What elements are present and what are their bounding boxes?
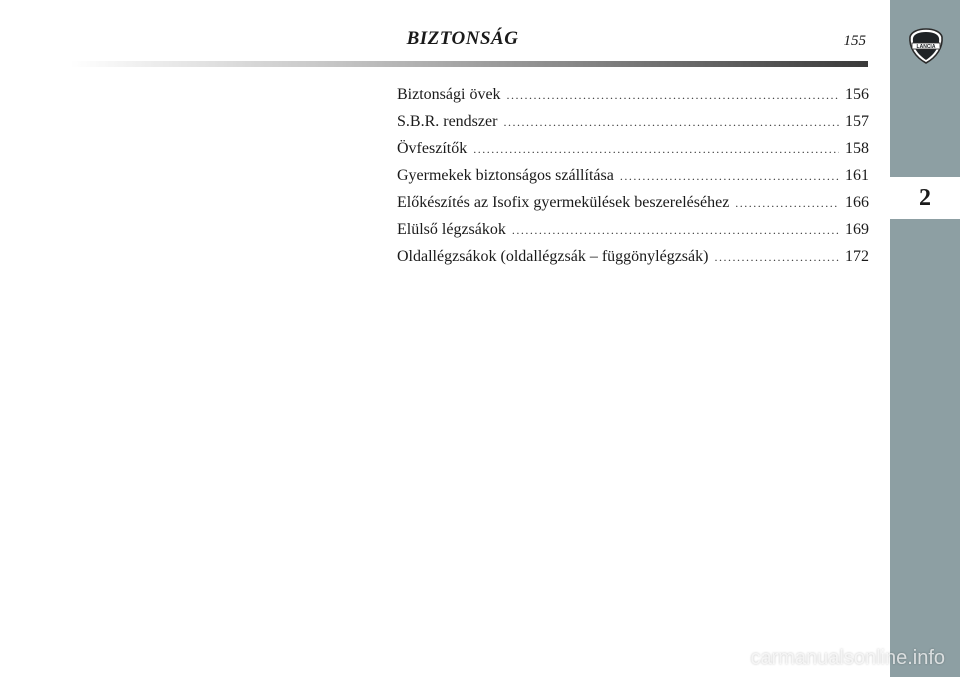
toc-dot-leader [735, 196, 839, 211]
chapter-side-panel [890, 0, 960, 677]
toc-entry-page: 157 [845, 113, 869, 130]
page-number: 155 [843, 33, 866, 49]
toc-entry-page: 166 [845, 194, 869, 211]
page-title: BIZTONSÁG [406, 28, 519, 49]
toc-entry-page: 161 [845, 167, 869, 184]
toc-entry[interactable] [397, 194, 869, 221]
toc-entry[interactable] [397, 248, 869, 275]
toc-entry-title: S.B.R. rendszer [397, 113, 498, 130]
toc-entry-title: Előkészítés az Isofix gyermekülések beszereléséhez [397, 194, 730, 211]
toc-entry-title: Elülső légzsákok [397, 221, 506, 238]
toc-dot-leader [620, 169, 839, 184]
chapter-number: 2 [919, 184, 931, 211]
watermark: carmanualsonline.info [750, 647, 945, 669]
chapter-number-tab[interactable] [890, 177, 960, 219]
toc-entry-title: Övfeszítők [397, 140, 468, 157]
toc-entry-page: 169 [845, 221, 869, 238]
toc-entry[interactable] [397, 113, 869, 140]
toc-dot-leader [507, 88, 839, 103]
toc-dot-leader [473, 142, 839, 157]
toc-dot-leader [503, 115, 839, 130]
toc-entry-title: Biztonsági övek [397, 86, 501, 103]
header-divider [70, 61, 868, 67]
toc-entry[interactable] [397, 167, 869, 194]
toc-entry-page: 158 [845, 140, 869, 157]
lancia-shield-icon [907, 27, 945, 65]
toc-entry-page: 172 [845, 248, 869, 265]
logo-text: LANCIA [916, 44, 936, 50]
toc-entry-page: 156 [845, 86, 869, 103]
table-of-contents [397, 86, 869, 275]
toc-dot-leader [512, 223, 839, 238]
toc-entry-title: Gyermekek biztonságos szállítása [397, 167, 614, 184]
toc-entry[interactable] [397, 86, 869, 113]
toc-entry-title: Oldallégzsákok (oldallégzsák – függönylégzsák) [397, 248, 709, 265]
toc-dot-leader [714, 250, 839, 265]
toc-entry[interactable] [397, 221, 869, 248]
toc-entry[interactable] [397, 140, 869, 167]
